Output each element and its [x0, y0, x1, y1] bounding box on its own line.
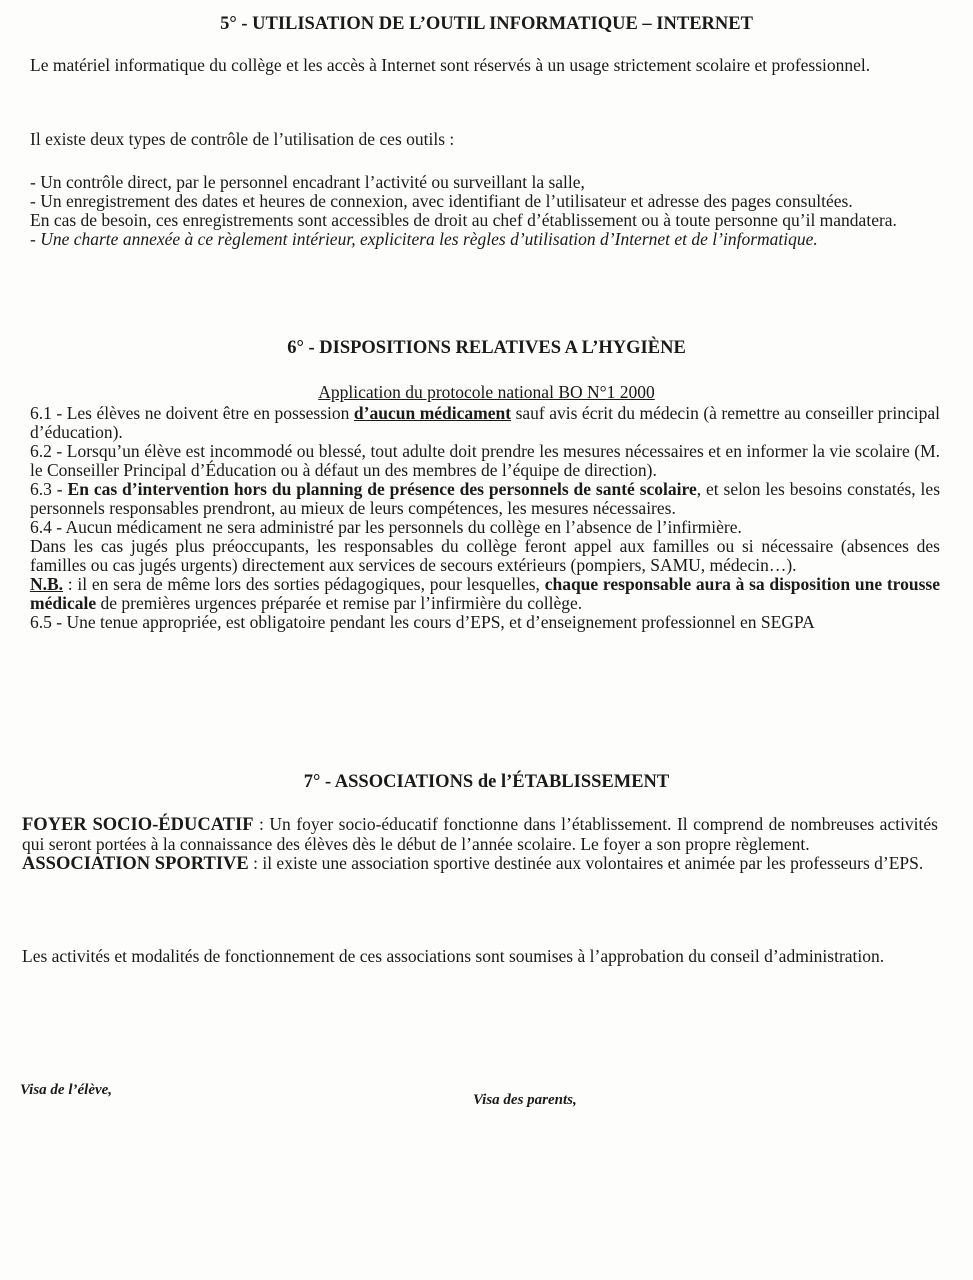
paragraph-6-3	[30, 480, 940, 518]
section-7-closing: Les activités et modalités de fonctionnement de ces associations sont soumises à l’approbation du conseil d’administration.	[22, 946, 885, 966]
association-paragraph	[22, 854, 938, 874]
section-5-p2: Il existe deux types de contrôle de l’utilisation de ces outils :	[30, 129, 455, 149]
paragraph-6-1	[30, 404, 940, 442]
association-label: ASSOCIATION SPORTIVE	[22, 854, 249, 874]
text: sauf avis écrit du médecin (à remettre au conseiller principal d’éducation).	[30, 403, 940, 442]
emphasis: d’aucun médicament	[353, 403, 512, 423]
section-5-item-4: - Une charte annexée à ce règlement intérieur, explicitera les règles d’utilisation d’Internet et de l’informatique.	[30, 229, 818, 249]
text: , et selon les besoins constatés, les personnels responsables prendront, au mieux de leurs compétences, les mesures nécessaires.	[30, 479, 941, 518]
section-5-item-1: - Un contrôle direct, par le personnel encadrant l’activité ou surveillant la salle,	[30, 172, 585, 192]
section-5-p1: Le matériel informatique du collège et les accès à Internet sont réservés à un usage strictement scolaire et professionnel.	[30, 55, 871, 75]
student-signature-label: Visa de l’élève,	[20, 1082, 113, 1098]
section-6-title: 6° - DISPOSITIONS RELATIVES A L’HYGIÈNE	[287, 338, 686, 358]
paragraph-6-4: 6.4 - Aucun médicament ne sera administré par les personnels du collège en l’absence de l’infirmière.	[30, 517, 742, 537]
section-5-item-2: - Un enregistrement des dates et heures de connexion, avec identifiant de l’utilisateur et adresse des pages consultées.	[30, 191, 853, 211]
section-6-subtitle: Application du protocole national BO N°1 2000	[318, 382, 655, 402]
foyer-label: FOYER SOCIO-ÉDUCATIF	[22, 815, 254, 835]
foyer-paragraph	[22, 815, 938, 854]
text: 6.1 - Les élèves ne doivent être en possession	[30, 403, 354, 423]
nb-label: N.B.	[30, 574, 64, 594]
paragraph-6-4b: Dans les cas jugés plus préoccupants, les responsables du collège feront appel aux familles ou si nécessaire (absences des familles ou cas jugés urgents) directement aux services de secours extérieurs (pompiers, SAMU, médecin…).	[30, 536, 940, 575]
text: : Un foyer socio-éducatif fonctionne dans l’établissement. Il comprend de nombreuses activités qui seront portées à la connaissance des élèves dès le début de l’année scolaire. Le foyer a son propre règlement.	[22, 814, 938, 854]
section-6-body	[30, 404, 940, 632]
paragraph-6-5: 6.5 - Une tenue appropriée, est obligatoire pendant les cours d’EPS, et d’enseignement professionnel en SEGPA	[30, 612, 815, 632]
emphasis: En cas d’intervention hors du planning de présence des personnels de santé scolaire	[67, 479, 697, 499]
section-5-item-3: En cas de besoin, ces enregistrements sont accessibles de droit au chef d’établissement ou à toute personne qu’il mandatera.	[30, 210, 897, 230]
emphasis: chaque responsable aura à sa disposition une trousse médicale	[30, 574, 941, 613]
text: : il existe une association sportive destinée aux volontaires et animée par les professeurs d’EPS.	[248, 853, 924, 873]
section-5-title: 5° - UTILISATION DE L’OUTIL INFORMATIQUE – INTERNET	[220, 14, 753, 34]
nb-paragraph	[30, 575, 940, 613]
section-7-title: 7° - ASSOCIATIONS de l’ÉTABLISSEMENT	[303, 772, 670, 792]
text: de premières urgences préparée et remise par l’infirmière du collège.	[96, 593, 583, 613]
section-7-body	[22, 815, 938, 874]
text: : il en sera de même lors des sorties pédagogiques, pour lesquelles,	[63, 574, 545, 594]
text: 6.3 -	[30, 479, 68, 499]
section-5-list	[30, 173, 940, 249]
paragraph-6-2: 6.2 - Lorsqu’un élève est incommodé ou blessé, tout adulte doit prendre les mesures nécessaires et en informer la vie scolaire (M. le Conseiller Principal d’Éducation ou à défaut un des membres de l’équipe de direction).	[30, 441, 940, 480]
parents-signature-label: Visa des parents,	[473, 1092, 577, 1108]
